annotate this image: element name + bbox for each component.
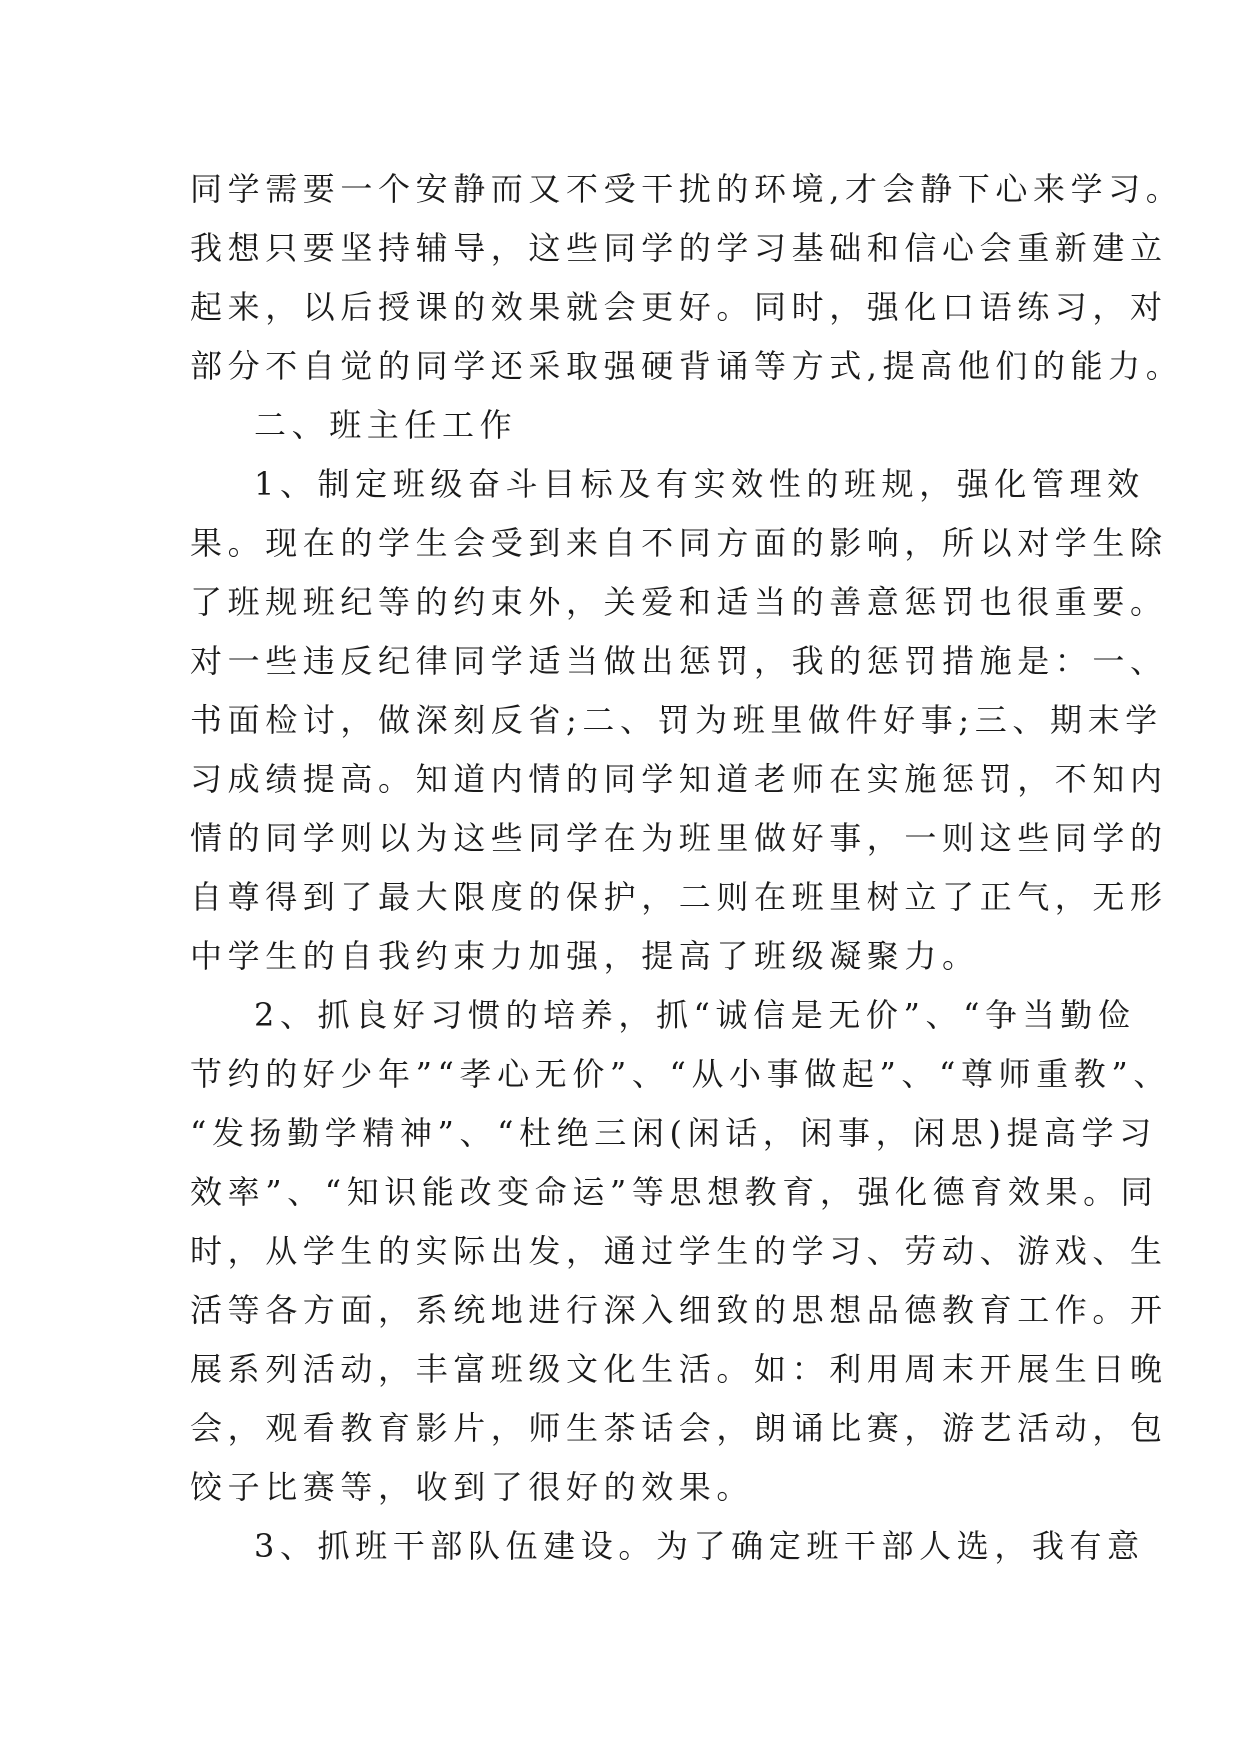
text-line: 对一些违反纪律同学适当做出惩罚，我的惩罚措施是：一、 <box>190 642 1168 680</box>
text-line: 起来，以后授课的效果就会更好。同时，强化口语练习，对 <box>190 288 1168 326</box>
text-line: 书面检讨，做深刻反省;二、罚为班里做件好事;三、期末学 <box>190 701 1163 739</box>
text-line: 习成绩提高。知道内情的同学知道老师在实施惩罚，不知内 <box>190 760 1168 798</box>
text-line: 同学需要一个安静而又不受干扰的环境,才会静下心来学习。 <box>190 170 1184 208</box>
text-line: 自尊得到了最大限度的保护，二则在班里树立了正气，无形 <box>190 878 1168 916</box>
text-line: 饺子比赛等，收到了很好的效果。 <box>190 1468 755 1506</box>
text-line: “发扬勤学精神”、“杜绝三闲(闲话，闲事，闲思)提高学习 <box>190 1114 1157 1152</box>
text-line: 果。现在的学生会受到来自不同方面的影响，所以对学生除 <box>190 524 1168 562</box>
text-line: 时，从学生的实际出发，通过学生的学习、劳动、游戏、生 <box>190 1232 1168 1270</box>
text-line: 中学生的自我约束力加强，提高了班级凝聚力。 <box>190 937 980 975</box>
text-line: 活等各方面，系统地进行深入细致的思想品德教育工作。开 <box>190 1291 1168 1329</box>
body-text <box>190 160 1184 1576</box>
text-line: 我想只要坚持辅导，这些同学的学习基础和信心会重新建立 <box>190 229 1168 267</box>
text-line: 了班规班纪等的约束外，关爱和适当的善意惩罚也很重要。 <box>190 583 1168 621</box>
text-line: 情的同学则以为这些同学在为班里做好事，一则这些同学的 <box>190 819 1168 857</box>
text-line: 部分不自觉的同学还采取强硬背诵等方式,提高他们的能力。 <box>190 347 1184 385</box>
text-line: 展系列活动，丰富班级文化生活。如：利用周末开展生日晚 <box>190 1350 1168 1388</box>
text-line: 3、抓班干部队伍建设。为了确定班干部人选，我有意 <box>254 1527 1145 1565</box>
text-line: 二、班主任工作 <box>254 406 518 444</box>
text-line: 效率”、“知识能改变命运”等思想教育，强化德育效果。同 <box>190 1173 1159 1211</box>
text-line: 会，观看教育影片，师生茶话会，朗诵比赛，游艺活动，包 <box>190 1409 1168 1447</box>
text-line: 1、制定班级奋斗目标及有实效性的班规，强化管理效 <box>254 465 1145 503</box>
text-line: 2、抓良好习惯的培养，抓“诚信是无价”、“争当勤俭 <box>254 996 1136 1034</box>
text-line: 节约的好少年”“孝心无价”、“从小事做起”、“尊师重教”、 <box>190 1055 1171 1093</box>
